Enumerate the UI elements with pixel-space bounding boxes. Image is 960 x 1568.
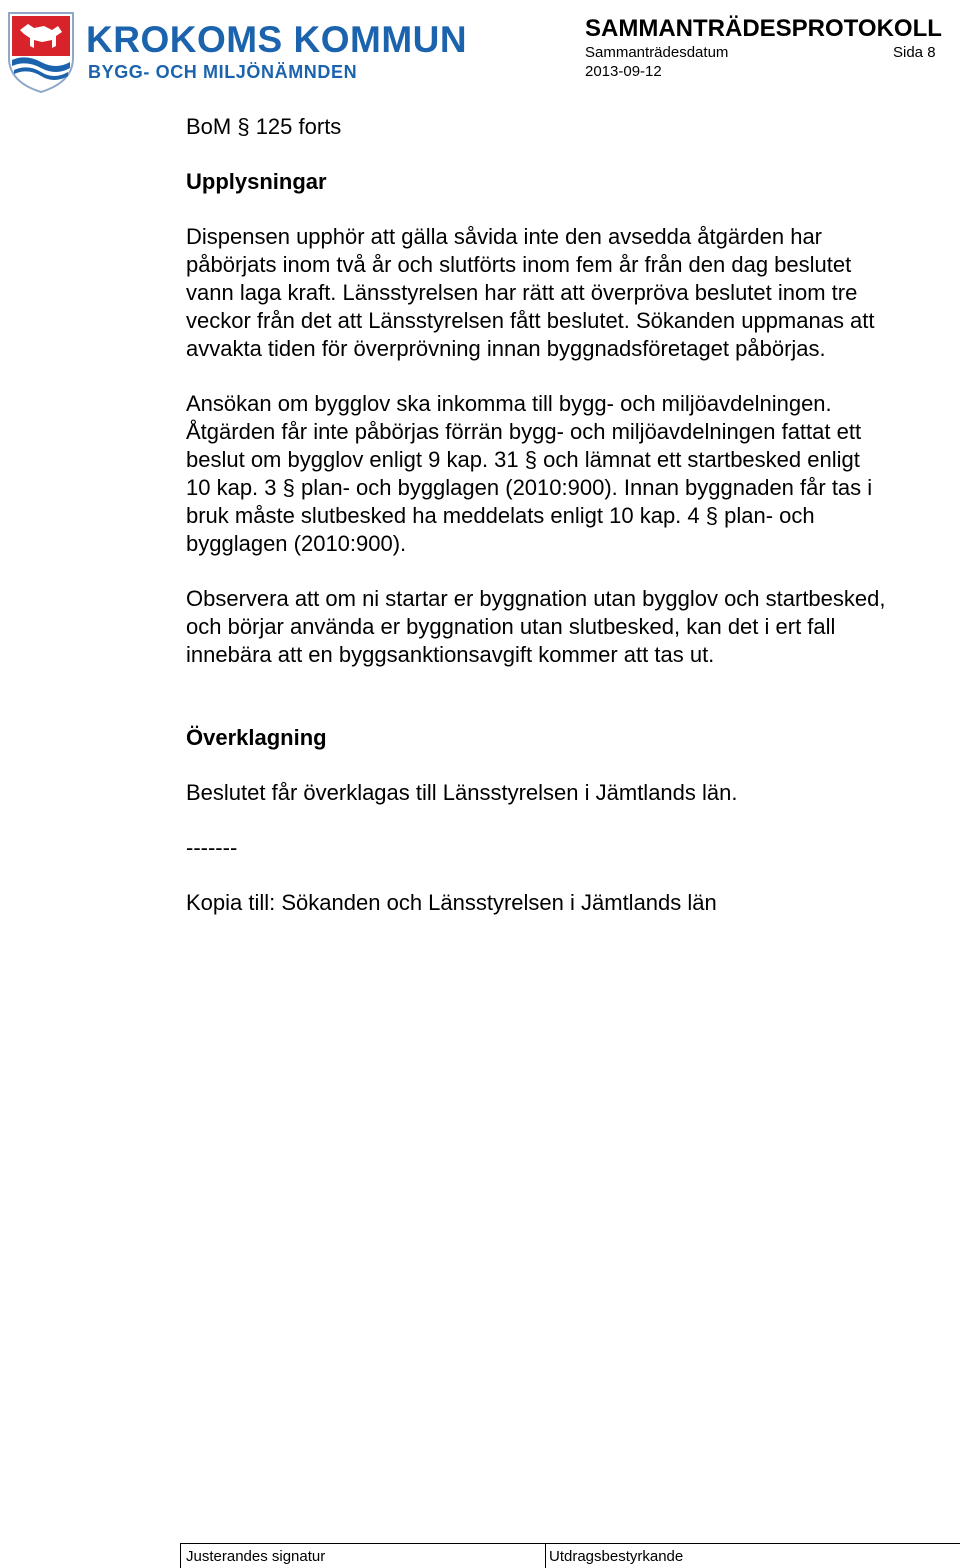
text-line: veckor från det att Länsstyrelsen fått beslutet. Sökanden uppmanas att: [186, 308, 875, 333]
municipality-logo: [6, 10, 468, 100]
text-line: avvakta tiden för överprövning innan byggnadsföretaget påbörjas.: [186, 336, 826, 361]
logo-subtitle: BYGG- OCH MILJÖNÄMNDEN: [88, 62, 358, 82]
separator-text: -------: [186, 835, 238, 860]
footer-divider: [545, 1543, 546, 1568]
meeting-date-label: Sammanträdesdatum: [585, 44, 729, 61]
info-paragraph-3: [186, 585, 956, 669]
text-line: Dispensen upphör att gälla såvida inte den avsedda åtgärden har: [186, 224, 823, 249]
signature-label: Justerandes signatur: [186, 1548, 326, 1565]
appeal-text: Beslutet får överklagas till Länsstyrelsen i Jämtlands län.: [186, 780, 738, 805]
copy-recipients: Kopia till: Sökanden och Länsstyrelsen i Jämtlands län: [186, 890, 717, 915]
text-line: innebära att en byggsanktionsavgift kommer att tas ut.: [186, 642, 715, 667]
text-line: vann laga kraft. Länsstyrelsen har rätt att överpröva beslutet inom tre: [186, 280, 858, 305]
text-line: 10 kap. 3 § plan- och bygglagen (2010:900). Innan byggnaden får tas i: [186, 475, 873, 500]
text-line: Åtgärden får inte påbörjas förrän bygg- och miljöavdelningen fattat ett: [186, 419, 862, 444]
text-line: Ansökan om bygglov ska inkomma till bygg- och miljöavdelningen.: [186, 391, 832, 416]
text-line: beslut om bygglov enligt 9 kap. 31 § och lämnat ett startbesked enligt: [186, 447, 860, 472]
text-line: bruk måste slutbesked ha meddelats enligt 10 kap. 4 § plan- och: [186, 503, 815, 528]
meeting-date: 2013-09-12: [585, 63, 662, 80]
text-line: Observera att om ni startar er byggnation utan bygglov och startbesked,: [186, 586, 886, 611]
info-heading: Upplysningar: [186, 169, 327, 194]
appeal-heading: Överklagning: [186, 725, 327, 750]
logo-title: KROKOMS KOMMUN: [86, 19, 468, 60]
municipal-crest-icon: [6, 10, 76, 94]
info-paragraph-2: [186, 390, 956, 558]
text-line: påbörjats inom två år och slutförts inom fem år från den dag beslutet: [186, 252, 852, 277]
text-line: bygglagen (2010:900).: [186, 531, 407, 556]
info-paragraph-1: [186, 223, 956, 363]
case-reference: BoM § 125 forts: [186, 114, 342, 139]
page-number: Sida 8: [893, 44, 936, 61]
document-type: SAMMANTRÄDESPROTOKOLL: [585, 15, 942, 42]
certification-label: Utdragsbestyrkande: [549, 1548, 684, 1565]
document-body: [186, 113, 956, 917]
text-line: och börjar använda er byggnation utan slutbesked, kan det i ert fall: [186, 614, 836, 639]
